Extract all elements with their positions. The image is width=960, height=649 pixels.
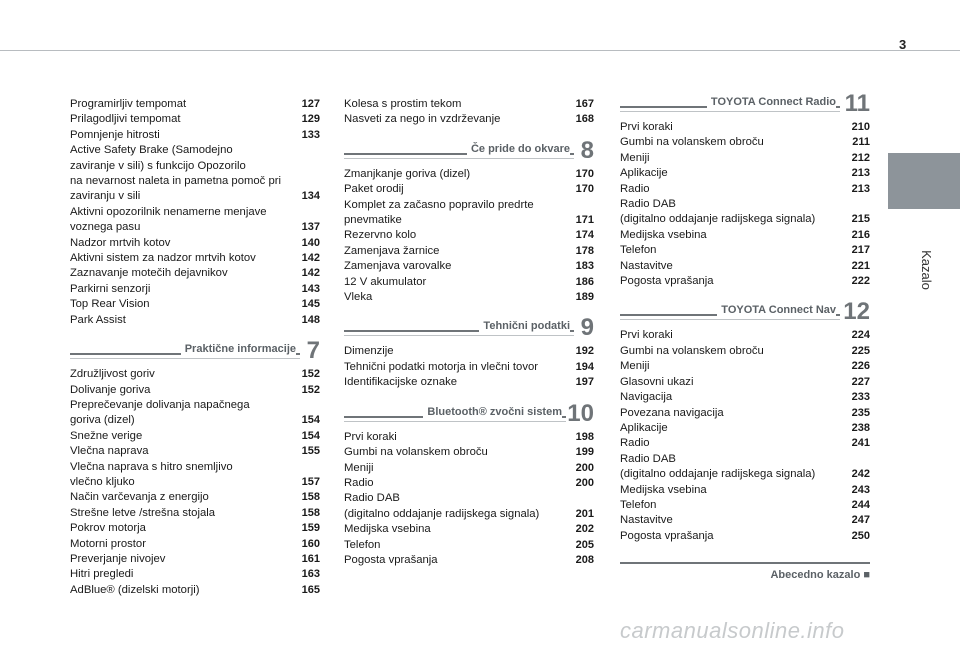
side-tab[interactable] [888,153,960,209]
toc-entry[interactable] [344,461,594,476]
toc-entry[interactable] [620,259,870,274]
toc-entry-page: 200 [575,476,594,489]
toc-entry-title: Radio DAB [620,452,676,465]
toc-entry[interactable] [344,167,594,182]
toc-entry[interactable] [70,429,320,444]
toc-entry-title: Rezervno kolo [344,229,417,242]
toc-entry-page: 183 [575,260,594,273]
toc-entry-page: 192 [575,345,594,358]
toc-entry-title: Hitri pregledi [70,568,134,581]
toc-entry-title: na nevarnost naleta in pametna pomoč pri [70,175,282,188]
toc-entry[interactable] [620,483,870,498]
toc-entry[interactable] [70,413,320,428]
toc-entry[interactable] [620,228,870,243]
alphabetical-index-link[interactable] [620,556,870,580]
toc-entry-page: 142 [301,252,320,265]
toc-entry[interactable] [620,359,870,374]
toc-entry-title: (digitalno oddajanje radijskega signala) [620,468,816,481]
toc-entry[interactable] [70,112,320,127]
toc-entry-page: 160 [301,537,320,550]
toc-entry[interactable] [70,189,320,204]
toc-entry[interactable] [70,567,320,582]
toc-entry-title: (digitalno oddajanje radijskega signala) [620,213,816,226]
toc-entry-page: 133 [301,128,320,141]
section-title: Bluetooth® zvočni sistem [423,406,562,418]
toc-entry-title: Prvi koraki [344,430,397,443]
toc-entry-title: Način varčevanja z energijo [70,491,209,504]
toc-entry-page: 142 [301,267,320,280]
toc-entry-page: 170 [575,167,594,180]
toc-entry-page: 233 [851,391,870,404]
toc-entry-title: Strešne letve /strešna stojala [70,506,216,519]
toc-entry[interactable] [620,212,870,227]
toc-entry-page: 225 [851,344,870,357]
toc-entry[interactable] [70,490,320,505]
toc-entry-title: Aktivni sistem za nadzor mrtvih kotov [70,252,256,265]
section-header-8[interactable] [344,137,594,165]
toc-entry[interactable] [344,112,594,127]
toc-entry[interactable] [620,135,870,150]
toc-entry-title: Aplikacije [620,421,668,434]
toc-entry-title: Parkirni senzorji [70,282,151,295]
section-number: 9 [580,314,594,342]
toc-entry[interactable] [620,421,870,436]
top-rule [0,50,960,51]
toc-entry-page: 129 [301,113,320,126]
toc-entry-title: zaviranje v sili) s funkcijo Opozorilo [70,159,246,172]
toc-entry-title: Medijska vsebina [344,523,431,536]
toc-entry-page: 154 [301,414,320,427]
toc-entry[interactable] [620,328,870,343]
toc-entry[interactable] [620,498,870,513]
toc-entry-title: Pogosta vprašanja [344,553,438,566]
toc-entry[interactable] [344,198,594,213]
entry-list [344,167,594,306]
toc-entry-title: Programirljiv tempomat [70,98,187,110]
toc-entry-title: Zaznavanje motečih dejavnikov [70,267,228,280]
entry-list [620,328,870,544]
toc-entry[interactable] [620,529,870,544]
toc-entry-title: Vlečna naprava [70,445,149,458]
toc-entry-title: Vlečna naprava s hitro snemljivo [70,460,233,473]
section-header-7[interactable] [70,337,320,365]
section-header-12[interactable] [620,298,870,326]
toc-entry[interactable] [70,282,320,297]
toc-entry[interactable] [344,344,594,359]
toc-entry-page: 189 [575,291,594,304]
toc-entry[interactable] [620,513,870,528]
toc-entry-page: 158 [301,506,320,519]
toc-entry[interactable] [70,475,320,490]
toc-entry-title: pnevmatike [344,214,402,227]
toc-entry[interactable] [620,243,870,258]
toc-entry-title: Pokrov motorja [70,522,146,535]
watermark: carmanualsonline.info [620,618,845,643]
toc-entry-title: Radio DAB [344,492,400,505]
toc-entry-title: Radio [344,476,374,489]
toc-entry[interactable] [70,251,320,266]
toc-entry-title: zaviranju v sili [70,190,141,203]
toc-entry[interactable] [620,467,870,482]
toc-entry-title: Gumbi na volanskem obroču [620,344,764,357]
toc-entry[interactable] [344,228,594,243]
toc-entry[interactable] [70,236,320,251]
index-link-label: Abecedno kazalo ■ [770,569,870,582]
toc-entry[interactable] [70,128,320,143]
toc-entry-title: voznega pasu [70,221,141,234]
toc-entry-page: 211 [852,136,870,149]
toc-entry-title: Aktivni opozorilnik nenamerne menjave [70,205,267,218]
toc-entry-page: 242 [851,468,870,481]
toc-entry-page: 157 [301,475,320,488]
toc-entry[interactable] [344,259,594,274]
toc-entry-title: Povezana navigacija [620,406,724,419]
section-number: 10 [567,399,594,427]
toc-entry[interactable] [70,367,320,382]
toc-entry[interactable] [70,297,320,312]
toc-entry-page: 159 [301,522,320,535]
toc-entry-page: 163 [301,568,320,581]
toc-entry[interactable] [70,583,320,598]
toc-entry-page: 205 [575,538,594,551]
toc-entry-page: 170 [575,183,594,196]
toc-entry[interactable] [344,445,594,460]
toc-entry-page: 178 [575,244,594,257]
toc-entry-page: 158 [301,491,320,504]
toc-entry-title: Komplet za začasno popravilo predrte [344,198,534,211]
toc-entry-title: Zamenjava varovalke [344,260,452,273]
toc-entry[interactable] [620,436,870,451]
toc-entry-title: Zamenjava žarnice [344,244,440,257]
toc-entry[interactable] [70,460,320,475]
section-number: 8 [580,136,594,164]
toc-entry-page: 143 [301,282,320,295]
toc-entry-title: Active Safety Brake (Samodejno [70,144,233,157]
section-title: Praktične informacije [181,343,296,355]
toc-entry-title: Kolesa s prostim tekom [344,98,462,110]
toc-entry-page: 213 [851,182,870,195]
toc-entry[interactable] [70,383,320,398]
toc-entry-title: Motorni prostor [70,537,146,550]
toc-entry[interactable] [620,274,870,289]
toc-entry-page: 247 [851,514,870,527]
entry-list [344,344,594,390]
toc-entry[interactable] [620,182,870,197]
section-number: 11 [844,90,870,117]
toc-entry-page: 140 [301,236,320,249]
toc-entry-title: Radio [620,182,650,195]
toc-entry-page: 198 [575,430,594,443]
toc-entry-page: 152 [301,368,320,381]
entry-list [620,120,870,289]
section-title: Tehnični podatki [479,320,570,332]
toc-entry[interactable] [70,174,320,189]
toc-entry-page: 241 [851,437,870,450]
toc-entry-title: Telefon [344,538,381,551]
toc-entry-title: Meniji [620,151,650,164]
toc-column-2 [344,97,594,568]
toc-entry-page: 238 [851,421,870,434]
toc-entry-page: 171 [575,214,594,227]
toc-entry-title: Gumbi na volanskem obroču [344,446,488,459]
toc-entry-title: Glasovni ukazi [620,375,694,388]
toc-entry[interactable] [344,275,594,290]
toc-entry-title: Identifikacijske oznake [344,376,458,389]
toc-entry-page: 174 [575,229,594,242]
toc-entry-title: (digitalno oddajanje radijskega signala) [344,507,540,520]
section-title: TOYOTA Connect Radio [707,96,836,108]
toc-entry-page: 165 [301,583,320,596]
toc-entry-page: 202 [575,523,594,536]
toc-entry[interactable] [344,213,594,228]
section-number: 12 [843,298,870,326]
toc-entry[interactable] [70,537,320,552]
toc-entry-page: 200 [575,461,594,474]
toc-entry-title: AdBlue® (dizelski motorji) [70,583,200,596]
toc-entry-title: vlečno kljuko [70,475,135,488]
toc-entry-title: Aplikacije [620,167,668,180]
toc-entry-title: Meniji [344,461,374,474]
toc-entry-page: 226 [851,360,870,373]
toc-entry-title: Nastavitve [620,259,673,272]
toc-entry-title: Tehnični podatki motorja in vlečni tovor [344,360,539,373]
toc-entry[interactable] [620,390,870,405]
toc-entry-page: 194 [575,360,594,373]
toc-entry-title: Paket orodij [344,183,404,196]
toc-entry[interactable] [70,552,320,567]
entry-list [70,367,320,598]
toc-entry-title: Meniji [620,360,650,373]
toc-entry[interactable] [620,166,870,181]
toc-entry-page: 224 [851,329,870,342]
toc-entry-title: 12 V akumulator [344,275,427,288]
toc-entry-page: 221 [851,259,870,272]
toc-entry-title: Medijska vsebina [620,228,707,241]
toc-entry-page: 213 [851,167,870,180]
toc-entry[interactable] [620,344,870,359]
toc-entry-page: 244 [851,498,870,511]
toc-entry-page: 235 [851,406,870,419]
toc-entry-title: Snežne verige [70,429,143,442]
toc-entry[interactable] [344,522,594,537]
toc-entry-title: Medijska vsebina [620,483,707,496]
toc-entry[interactable] [344,430,594,445]
side-tab-label: Kazalo [919,250,934,290]
page-number: 3 [899,37,907,52]
toc-entry-title: Preverjanje nivojev [70,552,166,565]
toc-entry-title: Nastavitve [620,514,673,527]
toc-entry-title: Radio DAB [620,198,676,211]
toc-entry-page: 161 [301,552,320,565]
toc-entry-title: Pogosta vprašanja [620,275,714,288]
toc-entry[interactable] [70,97,320,112]
toc-entry[interactable] [70,444,320,459]
toc-entry-title: Top Rear Vision [70,298,150,311]
toc-entry-title: Prvi koraki [620,329,673,342]
toc-entry[interactable] [344,476,594,491]
toc-entry[interactable] [70,506,320,521]
toc-entry-page: 167 [575,98,594,110]
toc-entry-page: 212 [851,151,870,164]
toc-entry[interactable] [620,120,870,135]
toc-entry[interactable] [344,553,594,568]
entry-list [70,97,320,328]
toc-entry-title: Telefon [620,498,657,511]
toc-entry-page: 148 [301,313,320,326]
section-header-9[interactable] [344,314,594,342]
toc-entry-page: 243 [851,483,870,496]
toc-column-1 [70,97,320,598]
toc-entry[interactable] [70,159,320,174]
toc-entry[interactable] [344,491,594,506]
toc-entry-page: 168 [575,113,594,126]
toc-entry-page: 250 [851,529,870,542]
toc-entry[interactable] [344,538,594,553]
toc-entry-title: Dolivanje goriva [70,383,151,396]
toc-entry[interactable] [70,313,320,328]
toc-entry-title: Prvi koraki [620,121,673,133]
toc-entry-page: 222 [851,275,870,288]
toc-entry-page: 210 [851,121,870,133]
toc-entry[interactable] [620,406,870,421]
toc-entry-page: 186 [575,275,594,288]
toc-entry[interactable] [70,220,320,235]
entry-list [344,430,594,569]
toc-entry-page: 208 [575,553,594,566]
toc-entry-title: Nasveti za nego in vzdrževanje [344,113,501,126]
toc-entry-title: Preprečevanje dolivanja napačnega [70,398,250,411]
toc-entry[interactable] [344,290,594,305]
toc-entry[interactable] [620,151,870,166]
toc-entry-page: 216 [851,228,870,241]
toc-entry[interactable] [344,360,594,375]
toc-entry-page: 227 [851,375,870,388]
toc-entry[interactable] [344,507,594,522]
toc-entry-page: 145 [301,298,320,311]
toc-entry-title: Združljivost goriv [70,368,155,381]
toc-entry-page: 217 [851,244,870,257]
toc-entry-page: 199 [575,446,594,459]
toc-entry-page: 154 [301,429,320,442]
toc-entry[interactable] [70,521,320,536]
toc-entry-page: 197 [575,376,594,389]
toc-entry-page: 134 [301,190,320,203]
toc-entry[interactable] [70,266,320,281]
toc-entry[interactable] [344,182,594,197]
toc-entry-page: 137 [301,221,320,234]
toc-entry[interactable] [344,375,594,390]
toc-entry[interactable] [344,244,594,259]
toc-entry-page: 215 [851,213,870,226]
toc-entry-title: Prilagodljivi tempomat [70,113,181,126]
toc-entry-page: 152 [301,383,320,396]
section-title: Če pride do okvare [467,143,570,155]
toc-entry-title: Pomnjenje hitrosti [70,128,160,141]
toc-entry[interactable] [620,452,870,467]
toc-column-3 [620,90,870,580]
section-title: TOYOTA Connect Nav [717,304,836,316]
toc-entry[interactable] [620,197,870,212]
toc-entry-title: Park Assist [70,313,126,326]
section-header-11[interactable] [620,90,870,118]
toc-entry-title: goriva (dizel) [70,414,135,427]
toc-entry-title: Pogosta vprašanja [620,529,714,542]
toc-entry-page: 201 [575,507,594,520]
toc-entry-title: Navigacija [620,391,673,404]
toc-entry-title: Telefon [620,244,657,257]
section-header-10[interactable] [344,400,594,428]
toc-entry[interactable] [70,143,320,158]
toc-entry-title: Dimenzije [344,345,394,358]
toc-entry-page: 155 [301,445,320,458]
toc-entry-title: Nadzor mrtvih kotov [70,236,171,249]
toc-entry[interactable] [70,398,320,413]
toc-entry[interactable] [344,97,594,112]
toc-entry[interactable] [620,375,870,390]
entry-list [344,97,594,128]
toc-entry-title: Zmanjkanje goriva (dizel) [344,167,471,180]
toc-entry[interactable] [70,205,320,220]
toc-entry-title: Gumbi na volanskem obroču [620,136,764,149]
section-number: 7 [306,337,320,365]
toc-entry-page: 127 [301,98,320,110]
toc-entry-title: Vleka [344,291,373,304]
toc-entry-title: Radio [620,437,650,450]
